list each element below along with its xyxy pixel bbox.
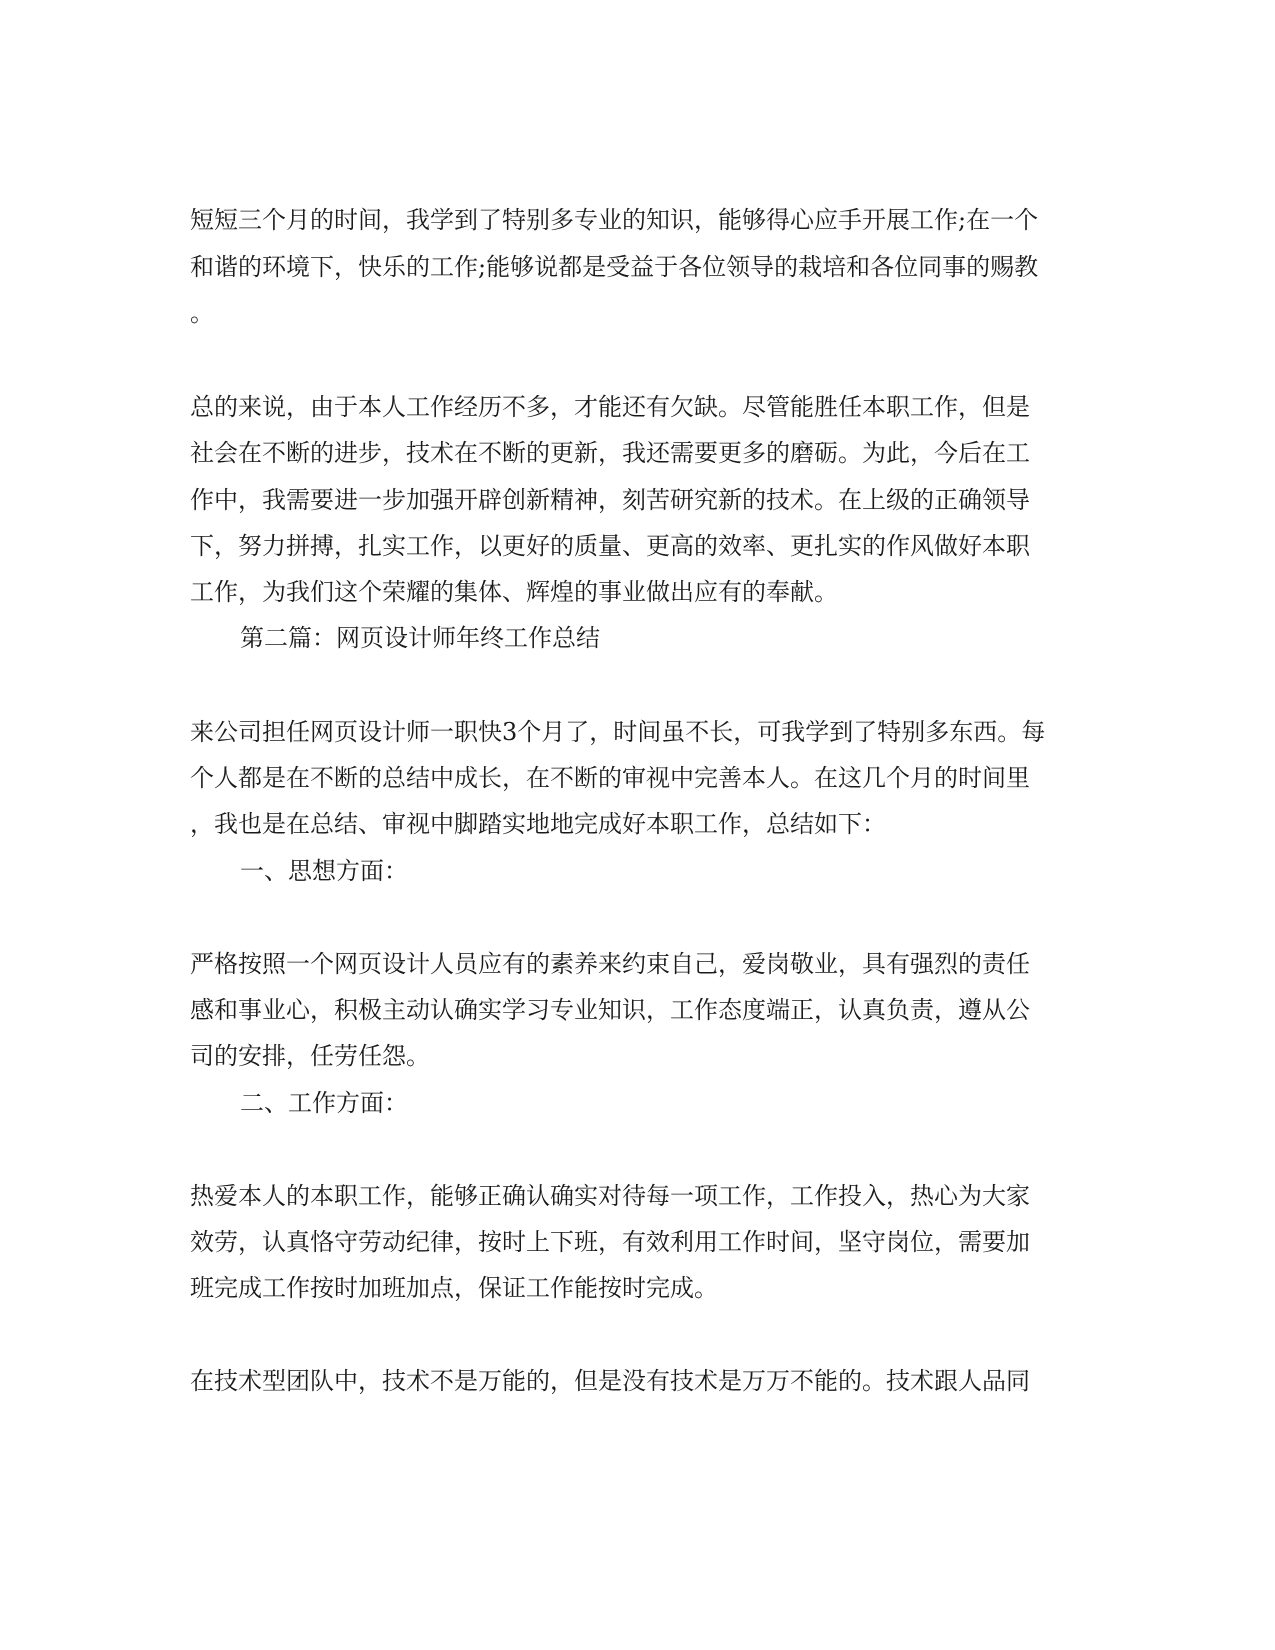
text-line: 感和事业心，积极主动认确实学习专业知识，工作态度端正，认真负责，遵从公 (190, 996, 1030, 1024)
text-line: 总的来说，由于本人工作经历不多，才能还有欠缺。尽管能胜任本职工作，但是 (190, 393, 1030, 421)
text-line: 作中，我需要进一步加强开辟创新精神，刻苦研究新的技术。在上级的正确领导 (190, 486, 1030, 514)
text-line: 司的安排，任劳任怨。 (190, 1042, 430, 1070)
subsection-heading: 一、思想方面： (240, 857, 408, 885)
text-line: 班完成工作按时加班加点，保证工作能按时完成。 (190, 1274, 718, 1302)
text-line: 个人都是在不断的总结中成长，在不断的审视中完善本人。在这几个月的时间里 (190, 764, 1030, 792)
text-line: 来公司担任网页设计师一职快3个月了，时间虽不长，可我学到了特别多东西。每 (190, 718, 1046, 746)
text-line: 和谐的环境下，快乐的工作;能够说都是受益于各位领导的栽培和各位同事的赐教 (190, 253, 1039, 281)
text-line: 下，努力拼搏，扎实工作，以更好的质量、更高的效率、更扎实的作风做好本职 (190, 532, 1030, 560)
text-line: 。 (190, 299, 214, 327)
text-line: 在技术型团队中，技术不是万能的，但是没有技术是万万不能的。技术跟人品同 (190, 1367, 1030, 1395)
text-line: 效劳，认真恪守劳动纪律，按时上下班，有效利用工作时间，坚守岗位，需要加 (190, 1228, 1030, 1256)
text-line: 工作，为我们这个荣耀的集体、辉煌的事业做出应有的奉献。 (190, 578, 838, 606)
section-heading: 第二篇：网页设计师年终工作总结 (240, 624, 600, 652)
text-line: ，我也是在总结、审视中脚踏实地地完成好本职工作，总结如下： (190, 810, 886, 838)
text-line: 热爱本人的本职工作，能够正确认确实对待每一项工作，工作投入，热心为大家 (190, 1182, 1030, 1210)
subsection-heading: 二、工作方面： (240, 1089, 408, 1117)
text-line: 短短三个月的时间，我学到了特别多专业的知识，能够得心应手开展工作;在一个 (190, 206, 1039, 234)
text-line: 社会在不断的进步，技术在不断的更新，我还需要更多的磨砺。为此，今后在工 (190, 439, 1030, 467)
text-line: 严格按照一个网页设计人员应有的素养来约束自己，爱岗敬业，具有强烈的责任 (190, 950, 1030, 978)
